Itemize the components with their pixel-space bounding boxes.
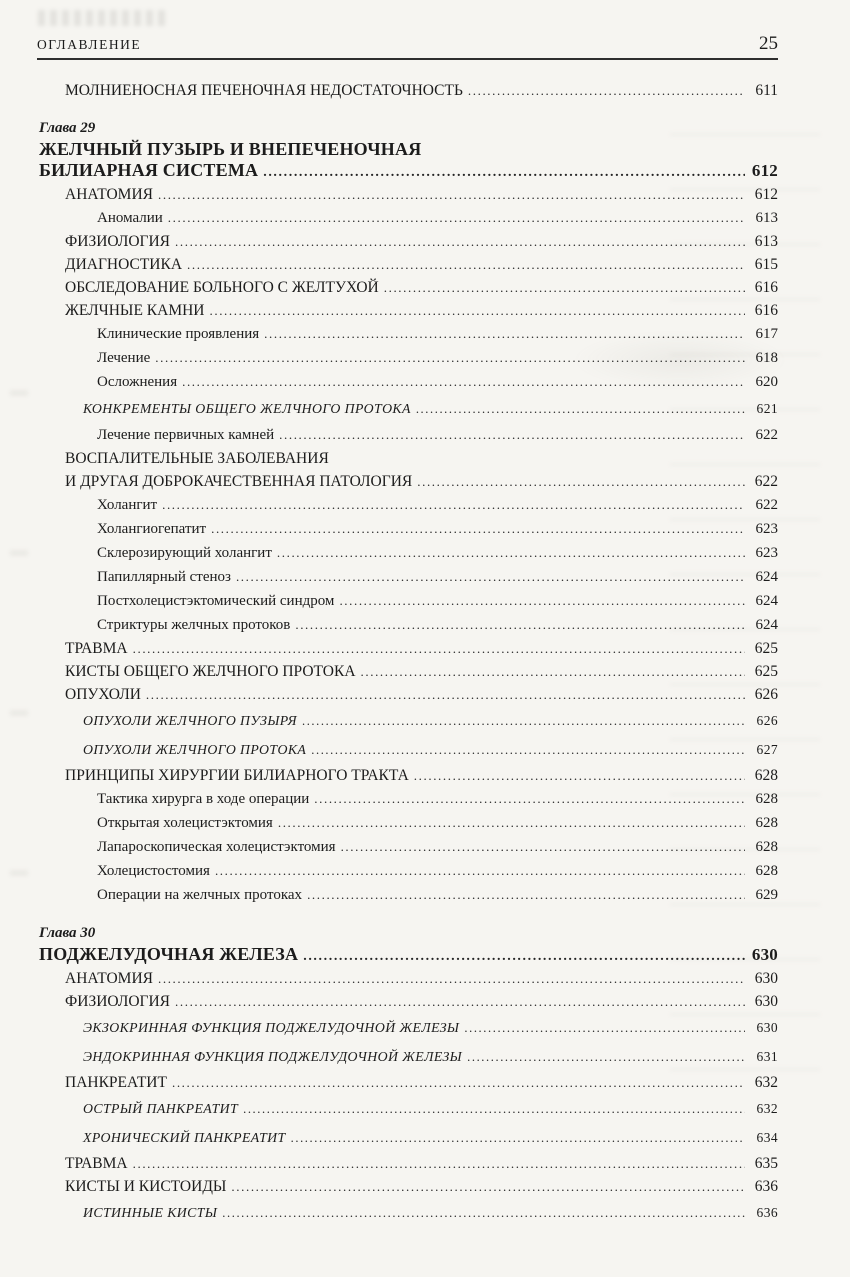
toc-entry	[97, 322, 778, 346]
toc-entry-label: ФИЗИОЛОГИЯ	[65, 233, 171, 250]
page-content	[37, 0, 778, 1227]
dot-leader	[146, 683, 745, 706]
toc-entry-label: КОНКРЕМЕНТЫ ОБЩЕГО ЖЕЛЧНОГО ПРОТОКА	[83, 400, 411, 416]
dot-leader	[339, 589, 745, 612]
toc-entry-label: КИСТЫ И КИСТОИДЫ	[65, 1178, 227, 1195]
dot-leader	[158, 183, 745, 206]
dot-leader	[182, 370, 745, 393]
toc-entry	[83, 1094, 778, 1123]
toc-entry-page: 623	[755, 545, 778, 561]
toc-entry	[83, 1123, 778, 1152]
toc-entry-page: 635	[754, 1155, 778, 1172]
toc-entry	[65, 253, 778, 276]
toc-entry-label: ЖЕЛЧНЫЕ КАМНИ	[65, 302, 205, 319]
toc-entry-page: 626	[754, 686, 778, 703]
dot-leader	[311, 739, 745, 762]
toc-entry-label: МОЛНИЕНОСНАЯ ПЕЧЕНОЧНАЯ НЕДОСТАТОЧНОСТЬ	[65, 82, 463, 99]
toc-entry-label: Осложнения	[97, 374, 178, 390]
toc-entry-label: Стриктуры желчных протоков	[97, 617, 291, 633]
toc-entry-label: ПРИНЦИПЫ ХИРУРГИИ БИЛИАРНОГО ТРАКТА	[65, 767, 409, 784]
toc-entry	[65, 470, 778, 493]
toc-entry-page: 624	[755, 593, 778, 609]
toc-entry-page: 617	[755, 326, 778, 342]
toc-entry-label: ЭКЗОКРИННАЯ ФУНКЦИЯ ПОДЖЕЛУДОЧНОЙ ЖЕЛЕЗЫ	[83, 1019, 460, 1035]
toc-entry-label: Папиллярный стеноз	[97, 569, 231, 585]
dot-leader	[467, 1046, 745, 1069]
toc-entry-label: АНАТОМИЯ	[65, 970, 153, 987]
dot-leader	[133, 637, 745, 660]
toc-entry-label: Глава 30	[39, 925, 96, 941]
toc-entry	[97, 541, 778, 565]
toc-entry-label: ЭНДОКРИННАЯ ФУНКЦИЯ ПОДЖЕЛУДОЧНОЙ ЖЕЛЕЗЫ	[83, 1048, 463, 1064]
toc-entry	[97, 206, 778, 230]
toc-entry-page: 612	[754, 186, 778, 203]
toc-entry	[65, 1152, 778, 1175]
toc-entry-page: 630	[751, 945, 778, 964]
dot-leader	[414, 764, 745, 787]
toc-entry	[97, 517, 778, 541]
toc-entry	[39, 944, 778, 967]
toc-entry-page: 632	[754, 1074, 778, 1091]
toc-entry-page: 630	[756, 1019, 778, 1035]
dot-leader	[155, 346, 745, 369]
dot-leader	[231, 1175, 745, 1198]
toc-entry-label: ВОСПАЛИТЕЛЬНЫЕ ЗАБОЛЕВАНИЯ	[65, 450, 329, 467]
toc-entry	[83, 394, 778, 423]
dot-leader	[417, 470, 745, 493]
toc-entry	[83, 1198, 778, 1227]
toc-entry	[39, 119, 778, 138]
dot-leader	[175, 230, 745, 253]
toc-entry	[97, 589, 778, 613]
dot-leader	[158, 967, 745, 990]
toc-entry-page: 616	[754, 279, 778, 296]
toc-entry	[39, 160, 778, 183]
toc-entry-label: ОПУХОЛИ ЖЕЛЧНОГО ПУЗЫРЯ	[83, 712, 297, 728]
toc-entry-page: 612	[751, 161, 778, 180]
toc-entry	[65, 637, 778, 660]
toc-entry-label: Лапароскопическая холецистэктомия	[97, 839, 336, 855]
toc-entry-page: 628	[755, 815, 778, 831]
toc-entry-page: 634	[756, 1129, 778, 1145]
toc-entry-label: ТРАВМА	[65, 640, 128, 657]
toc-entry	[97, 565, 778, 589]
toc-entry-label: ОСТРЫЙ ПАНКРЕАТИТ	[83, 1100, 239, 1116]
toc-entry-label: И ДРУГАЯ ДОБРОКАЧЕСТВЕННАЯ ПАТОЛОГИЯ	[65, 473, 413, 490]
running-header	[37, 33, 778, 60]
dot-leader	[295, 613, 745, 636]
dot-leader	[341, 835, 745, 858]
toc-entry-page: 622	[754, 473, 778, 490]
toc-entry	[97, 613, 778, 637]
toc-entry-label: Клинические проявления	[97, 326, 260, 342]
dot-leader	[303, 946, 745, 967]
toc-entry-label: АНАТОМИЯ	[65, 186, 153, 203]
toc-entry-page: 629	[755, 887, 778, 903]
toc-entry	[65, 79, 778, 102]
toc-entry	[65, 447, 778, 470]
dot-leader	[361, 660, 745, 683]
toc-entry-label: Открытая холецистэктомия	[97, 815, 273, 831]
toc-entry-page: 611	[755, 82, 778, 99]
toc-entry-label: ОБСЛЕДОВАНИЕ БОЛЬНОГО С ЖЕЛТУХОЙ	[65, 279, 379, 296]
toc-entry-label: Тактика хирурга в ходе операции	[97, 791, 310, 807]
toc-entry-label: ХРОНИЧЕСКИЙ ПАНКРЕАТИТ	[83, 1129, 286, 1145]
dot-leader	[175, 990, 745, 1013]
toc-entry	[65, 1071, 778, 1094]
toc-entry-page: 630	[754, 970, 778, 987]
dot-leader	[279, 423, 745, 446]
dot-leader	[384, 276, 745, 299]
toc-entry-page: 632	[756, 1100, 778, 1116]
dot-leader	[302, 710, 745, 733]
dot-leader	[277, 541, 745, 564]
toc-entry-page: 624	[755, 569, 778, 585]
toc-entry	[83, 1013, 778, 1042]
toc-entry	[65, 967, 778, 990]
toc-entry-label: ОПУХОЛИ	[65, 686, 141, 703]
toc-entry-page: 622	[755, 497, 778, 513]
dot-leader	[291, 1127, 745, 1150]
dot-leader	[468, 79, 745, 102]
toc-entry	[97, 346, 778, 370]
toc-entry	[65, 299, 778, 322]
toc-entry-label: ПАНКРЕАТИТ	[65, 1074, 167, 1091]
dot-leader	[307, 883, 745, 906]
toc-entry-label: ТРАВМА	[65, 1155, 128, 1172]
dot-leader	[264, 322, 745, 345]
toc-entry-label: Лечение	[97, 350, 151, 366]
toc-entry	[97, 859, 778, 883]
dot-leader	[162, 493, 745, 516]
toc-entry	[65, 1175, 778, 1198]
toc-entry-page: 626	[756, 712, 778, 728]
toc-entry-label: Аномалии	[97, 210, 163, 226]
toc-entry-page: 630	[754, 993, 778, 1010]
toc-entry-label: Операции на желчных протоках	[97, 887, 303, 903]
dot-leader	[211, 517, 745, 540]
toc-entry	[65, 660, 778, 683]
toc-entry-page: 613	[754, 233, 778, 250]
toc-entry-label: Холангит	[97, 497, 158, 513]
dot-leader	[236, 565, 745, 588]
toc-entry	[97, 835, 778, 859]
toc-entry-page: 613	[755, 210, 778, 226]
toc-entry	[97, 883, 778, 907]
dot-leader	[187, 253, 745, 276]
dot-leader	[133, 1152, 745, 1175]
toc-entry-page: 628	[755, 863, 778, 879]
scan-artifact	[10, 300, 28, 1000]
toc-entry-page: 636	[754, 1178, 778, 1195]
page-number: 25	[759, 33, 778, 54]
toc-entry-page: 627	[756, 741, 778, 757]
dot-leader	[314, 787, 745, 810]
running-header-title: ОГЛАВЛЕНИЕ	[37, 37, 142, 52]
toc-entry-label: ФИЗИОЛОГИЯ	[65, 993, 171, 1010]
toc-entry-label: Глава 29	[39, 120, 96, 136]
toc-entry-page: 621	[756, 400, 778, 416]
toc-entry-label: ДИАГНОСТИКА	[65, 256, 183, 273]
toc-entry	[97, 370, 778, 394]
toc-entry-page: 623	[755, 521, 778, 537]
toc-entry-page: 618	[755, 350, 778, 366]
dot-leader	[172, 1071, 745, 1094]
toc-entry-label: ИСТИННЫЕ КИСТЫ	[83, 1204, 218, 1220]
toc-entry-label: Постхолецистэктомический синдром	[97, 593, 335, 609]
toc-entry-label: Склерозирующий холангит	[97, 545, 272, 561]
toc-entry-label: ОПУХОЛИ ЖЕЛЧНОГО ПРОТОКА	[83, 741, 307, 757]
dot-leader	[243, 1098, 745, 1121]
toc-entry-label: Холангиогепатит	[97, 521, 207, 537]
toc-entry	[65, 183, 778, 206]
toc-entry-label: БИЛИАРНАЯ СИСТЕМА	[39, 160, 259, 180]
toc-list	[37, 79, 778, 1227]
toc-entry-page: 615	[754, 256, 778, 273]
toc-entry	[83, 706, 778, 735]
dot-leader	[215, 859, 745, 882]
toc-entry-page: 624	[755, 617, 778, 633]
toc-entry-label: Лечение первичных камней	[97, 427, 275, 443]
dot-leader	[222, 1202, 745, 1225]
toc-entry	[39, 924, 778, 943]
dot-leader	[278, 811, 745, 834]
dot-leader	[263, 162, 745, 183]
toc-entry	[65, 764, 778, 787]
toc-entry-page: 620	[755, 374, 778, 390]
toc-entry	[83, 735, 778, 764]
toc-entry	[65, 230, 778, 253]
toc-entry-page: 625	[754, 640, 778, 657]
dot-leader	[210, 299, 746, 322]
toc-entry-label: КИСТЫ ОБЩЕГО ЖЕЛЧНОГО ПРОТОКА	[65, 663, 356, 680]
toc-entry	[97, 787, 778, 811]
toc-entry-page: 636	[756, 1204, 778, 1220]
toc-entry-page: 616	[754, 302, 778, 319]
toc-entry-page: 628	[754, 767, 778, 784]
dot-leader	[464, 1017, 745, 1040]
toc-entry	[97, 811, 778, 835]
dot-leader	[168, 206, 745, 229]
toc-entry-page: 622	[755, 427, 778, 443]
toc-entry-label: ПОДЖЕЛУДОЧНАЯ ЖЕЛЕЗА	[39, 944, 299, 964]
toc-entry	[65, 683, 778, 706]
toc-entry-page: 625	[754, 663, 778, 680]
dot-leader	[416, 398, 745, 421]
toc-entry	[83, 1042, 778, 1071]
toc-entry	[65, 990, 778, 1013]
toc-entry-page: 628	[755, 839, 778, 855]
toc-entry-page: 631	[756, 1048, 778, 1064]
toc-entry-label: ЖЕЛЧНЫЙ ПУЗЫРЬ И ВНЕПЕЧЕНОЧНАЯ	[39, 139, 422, 159]
toc-entry-label: Холецистостомия	[97, 863, 210, 879]
toc-entry-page: 628	[755, 791, 778, 807]
toc-entry	[97, 493, 778, 517]
toc-entry	[39, 139, 778, 160]
toc-entry	[65, 276, 778, 299]
toc-entry	[97, 423, 778, 447]
